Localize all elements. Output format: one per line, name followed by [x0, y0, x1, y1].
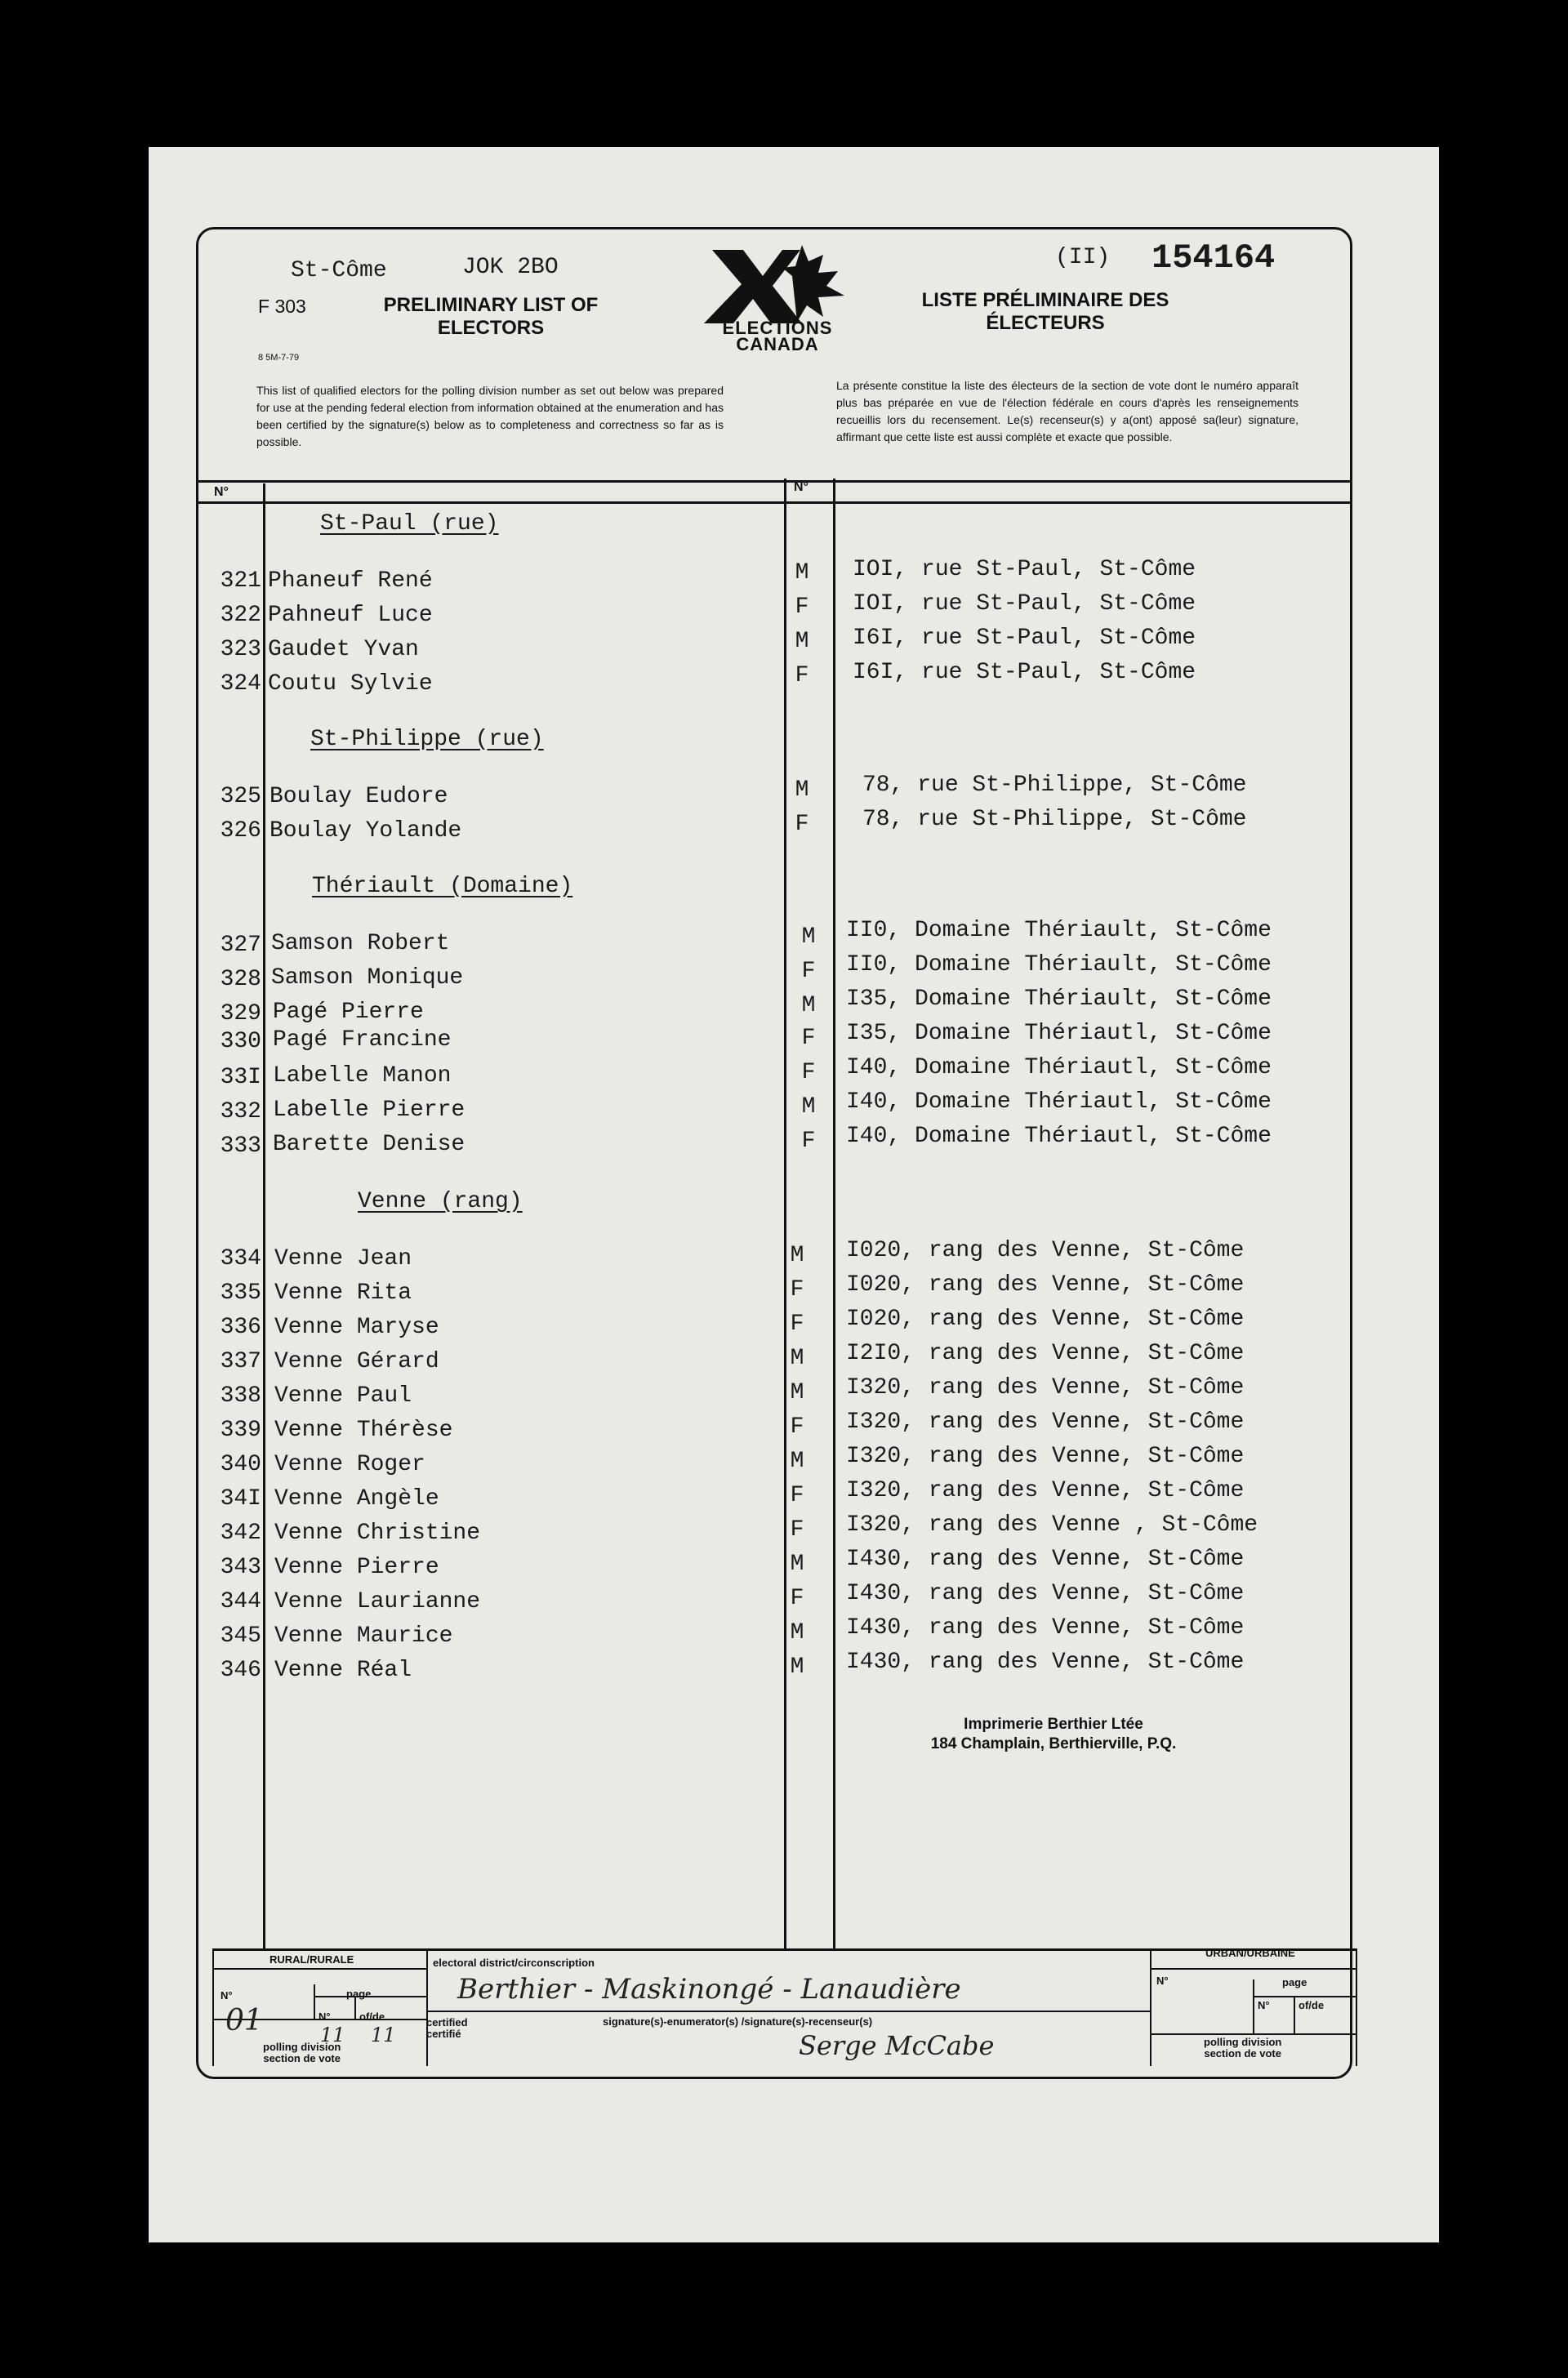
row-address: I320, rang des Venne, St-Côme [846, 1444, 1245, 1469]
title-en [356, 294, 626, 340]
row-sex: F [801, 959, 816, 984]
urban-no-label-2: N° [1258, 1999, 1270, 2011]
row-address: I2I0, rang des Venne, St-Côme [846, 1341, 1245, 1366]
row-address: I320, rang des Venne, St-Côme [846, 1478, 1245, 1503]
row-name: Venne Réal [274, 1658, 412, 1683]
rural-right-edge [426, 1948, 428, 2066]
row-address: I020, rang des Venne, St-Côme [846, 1238, 1245, 1263]
col-line-number [263, 483, 265, 1950]
row-sex: F [795, 594, 809, 620]
rural-label: RURAL/RURALE [270, 1953, 354, 1966]
row-address: 78, rue St-Philippe, St-Côme [862, 773, 1247, 798]
row-address: I40, Domaine Thériautl, St-Côme [846, 1089, 1272, 1115]
row-address: I430, rang des Venne, St-Côme [846, 1650, 1245, 1675]
row-number: 340 [220, 1452, 261, 1477]
row-sex: M [790, 1346, 804, 1371]
rural-of-label: of/de [359, 2011, 385, 2023]
rural-polling-label-en: polling division [263, 2041, 341, 2053]
street-heading-st-paul: St-Paul (rue) [320, 511, 499, 537]
row-address: I320, rang des Venne, St-Côme [846, 1375, 1245, 1401]
row-sex: F [790, 1277, 804, 1303]
certified-label-fr: certifié [426, 2028, 461, 2040]
row-number: 342 [220, 1521, 261, 1546]
row-sex: M [801, 924, 816, 950]
row-number: 343 [220, 1555, 261, 1580]
row-number: 322 [220, 603, 261, 628]
row-name: Gaudet Yvan [268, 637, 419, 662]
row-number: 332 [220, 1099, 261, 1124]
row-number: 336 [220, 1315, 261, 1340]
row-address: 78, rue St-Philippe, St-Côme [862, 807, 1247, 832]
urban-page-line [1253, 1996, 1357, 1997]
description-en: This list of qualified electors for the polling division number as set out below was prepared for use at the pending federal election from information obtained at the enumeration and has been certified by the signature(s) below as to completeness and correctness so far as is possible. [256, 384, 724, 448]
printer-name: Imprimerie Berthier Ltée [964, 1716, 1143, 1733]
row-address: IOI, rue St-Paul, St-Côme [853, 591, 1196, 617]
street-heading-venne: Venne (rang) [358, 1189, 523, 1214]
row-number: 321 [220, 568, 261, 594]
row-sex: M [795, 777, 809, 803]
rural-no-label: N° [220, 1989, 233, 2002]
row-name: Barette Denise [273, 1132, 466, 1157]
row-number: 344 [220, 1589, 261, 1614]
row-number: 334 [220, 1246, 261, 1271]
row-number: 337 [220, 1349, 261, 1374]
row-name: Venne Paul [274, 1383, 412, 1409]
row-name: Boulay Yolande [270, 818, 462, 844]
certified-label-en: certified [426, 2016, 468, 2028]
urban-no-label: N° [1156, 1975, 1169, 1987]
row-name: Boulay Eudore [270, 784, 448, 809]
rural-header-line [212, 1968, 426, 1970]
row-address: I430, rang des Venne, St-Côme [846, 1547, 1245, 1572]
form-code: 8 5M-7-79 [258, 353, 300, 363]
row-number: 327 [220, 933, 261, 958]
signature-line [426, 2011, 1150, 2012]
title-fr [915, 289, 1176, 335]
row-sex: F [790, 1517, 804, 1543]
municipality: St-Côme [291, 258, 387, 283]
signature-label: signature(s)-enumerator(s) /signature(s)-recenseur(s) [603, 2015, 873, 2028]
header-separator-bottom [198, 501, 1350, 504]
row-number: 323 [220, 637, 261, 662]
footer-left-edge [212, 1948, 214, 2066]
row-name: Venne Roger [274, 1452, 425, 1477]
row-sex: M [795, 560, 809, 586]
title-en-line1: PRELIMINARY LIST OF [383, 294, 599, 316]
urban-polling-label-en: polling division [1204, 2036, 1282, 2048]
row-name: Venne Laurianne [274, 1589, 481, 1614]
row-number: 339 [220, 1418, 261, 1443]
row-sex: M [801, 993, 816, 1018]
row-name: Venne Maryse [274, 1315, 439, 1340]
row-sex: F [795, 812, 809, 837]
rural-no-label-2: N° [318, 2011, 331, 2023]
row-address: I6I, rue St-Paul, St-Côme [853, 626, 1196, 651]
row-name: Coutu Sylvie [268, 671, 433, 697]
row-number: 345 [220, 1623, 261, 1649]
title-fr-line1: LISTE PRÉLIMINAIRE DES [921, 289, 1169, 311]
row-number: 326 [220, 818, 261, 844]
header-separator-top [198, 480, 1350, 483]
printer-address: 184 Champlain, Berthierville, P.Q. [930, 1735, 1177, 1752]
row-number: 329 [220, 1001, 261, 1026]
urban-of-label: of/de [1298, 1999, 1325, 2011]
page-number: 11 [320, 2024, 345, 2046]
row-address: I40, Domaine Thériautl, St-Côme [846, 1124, 1272, 1149]
row-address: II0, Domaine Thériault, St-Côme [846, 918, 1272, 943]
serial-number: 154164 [1152, 238, 1276, 278]
row-name: Venne Rita [274, 1280, 412, 1306]
row-name: Pagé Pierre [273, 1000, 424, 1025]
row-address: II0, Domaine Thériault, St-Côme [846, 952, 1272, 977]
urban-bottom-line [1150, 2033, 1357, 2035]
row-number: 338 [220, 1383, 261, 1409]
row-number: 33I [220, 1065, 261, 1090]
form-number: F 303 [258, 296, 306, 317]
row-address: I40, Domaine Thériautl, St-Côme [846, 1055, 1272, 1080]
row-number: 328 [220, 967, 261, 992]
row-name: Venne Pierre [274, 1555, 439, 1580]
col-no-left: N° [214, 485, 229, 499]
row-sex: M [795, 629, 809, 654]
row-address: I6I, rue St-Paul, St-Côme [853, 660, 1196, 685]
row-name: Pahneuf Luce [268, 603, 433, 628]
row-address: I020, rang des Venne, St-Côme [846, 1307, 1245, 1332]
row-number: 330 [220, 1029, 261, 1054]
row-sex: F [790, 1311, 804, 1337]
row-sex: F [801, 1026, 816, 1051]
row-name: Venne Gérard [274, 1349, 439, 1374]
page-of: 11 [371, 2024, 396, 2046]
row-sex: F [801, 1129, 816, 1154]
row-number: 333 [220, 1133, 261, 1159]
footer-right-edge [1356, 1948, 1357, 2066]
urban-polling-label-fr: section de vote [1204, 2047, 1281, 2060]
logo-text-elections: ELECTIONS [722, 318, 833, 338]
row-sex: M [790, 1620, 804, 1645]
row-address: IOI, rue St-Paul, St-Côme [853, 557, 1196, 582]
district-label: electoral district/circonscription [433, 1957, 595, 1969]
urban-label: URBAN/URBAINE [1205, 1947, 1295, 1959]
row-name: Venne Thérèse [274, 1418, 453, 1443]
urban-page-divider [1253, 1979, 1254, 2033]
row-sex: M [790, 1449, 804, 1474]
row-name: Samson Monique [271, 965, 464, 991]
row-address: I35, Domaine Thériautl, St-Côme [846, 1021, 1272, 1046]
title-en-line2: ELECTORS [437, 317, 545, 339]
row-address: I320, rang des Venne , St-Côme [846, 1512, 1258, 1538]
row-sex: M [801, 1094, 816, 1120]
polling-number: 01 [225, 2004, 263, 2037]
col-line-sex-right [833, 479, 835, 1950]
row-sex: M [790, 1552, 804, 1577]
row-name: Phaneuf René [268, 568, 433, 594]
row-sex: F [790, 1483, 804, 1508]
row-sex: F [801, 1060, 816, 1085]
logo-mark-icon [704, 243, 851, 325]
printer-imprint [898, 1715, 1209, 1754]
row-sex: F [790, 1414, 804, 1440]
serial-prefix: (II) [1055, 245, 1111, 270]
row-name: Samson Robert [271, 931, 450, 956]
row-number: 34I [220, 1486, 261, 1512]
row-number: 335 [220, 1280, 261, 1306]
row-name: Labelle Manon [273, 1063, 452, 1089]
postal-code: JOK 2BO [462, 255, 559, 280]
elections-canada-logo [704, 243, 851, 358]
row-address: I430, rang des Venne, St-Côme [846, 1581, 1245, 1606]
row-number: 346 [220, 1658, 261, 1683]
street-heading-st-philippe: St-Philippe (rue) [310, 727, 544, 752]
district-value: Berthier - Maskinongé - Lanaudière [457, 1973, 961, 2006]
logo-text-canada: CANADA [736, 334, 819, 354]
row-name: Labelle Pierre [273, 1098, 466, 1123]
row-sex: F [790, 1586, 804, 1611]
row-number: 325 [220, 784, 261, 809]
row-address: I35, Domaine Thériault, St-Côme [846, 986, 1272, 1012]
row-number: 324 [220, 671, 261, 697]
row-name: Venne Jean [274, 1246, 412, 1271]
rural-page-label: page [346, 1988, 372, 2000]
urban-of-divider [1294, 1996, 1295, 2033]
row-address: I020, rang des Venne, St-Côme [846, 1272, 1245, 1298]
footer-top-line [212, 1948, 1357, 1951]
row-name: Venne Christine [274, 1521, 481, 1546]
row-sex: F [795, 663, 809, 688]
certified-label [426, 2017, 468, 2040]
row-sex: M [790, 1380, 804, 1405]
urban-page-label: page [1282, 1976, 1307, 1988]
col-no-right: N° [794, 480, 808, 494]
row-name: Venne Maurice [274, 1623, 453, 1649]
row-address: I430, rang des Venne, St-Côme [846, 1615, 1245, 1641]
title-fr-line2: ÉLECTEURS [986, 312, 1105, 334]
rural-polling-label-fr: section de vote [263, 2052, 341, 2064]
description-fr: La présente constitue la liste des électeurs de la section de vote dont le numéro apparaît plus bas préparée en vue de l'élection fédérale en cours d'après les renseignements recueillis lors du recensement. Le(s) recenseur(s) y a(ont) apposé sa(leur) signature, affirmant que cette liste est aussi complète et exacte que possible. [836, 379, 1298, 443]
col-line-sex-left [784, 479, 786, 1950]
signature-value: Serge McCabe [799, 2030, 995, 2061]
row-name: Pagé Francine [273, 1027, 452, 1053]
row-name: Venne Angèle [274, 1486, 439, 1512]
row-sex: M [790, 1654, 804, 1680]
urban-left-edge [1150, 1948, 1152, 2066]
row-sex: M [790, 1243, 804, 1268]
row-address: I320, rang des Venne, St-Côme [846, 1409, 1245, 1435]
urban-polling-label [1204, 2037, 1281, 2060]
street-heading-theriault: Thériault (Domaine) [312, 874, 573, 899]
urban-header-line [1150, 1968, 1357, 1970]
rural-page-divider [314, 1984, 315, 2019]
